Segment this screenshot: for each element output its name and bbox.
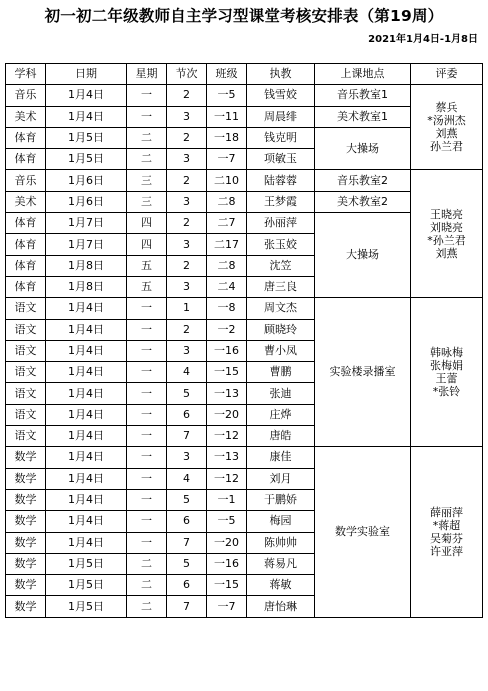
class-cell: 二7 (207, 213, 247, 234)
date-cell: 1月8日 (46, 255, 127, 276)
subject-cell: 美术 (6, 191, 46, 212)
period-cell: 3 (167, 447, 207, 468)
class-cell: 一7 (207, 149, 247, 170)
date-cell: 1月5日 (46, 127, 127, 148)
teacher-cell: 孙丽萍 (247, 213, 315, 234)
teacher-cell: 唐三良 (247, 276, 315, 297)
class-cell: 一5 (207, 85, 247, 106)
period-cell: 5 (167, 553, 207, 574)
weekday-cell: 一 (127, 489, 167, 510)
location-cell: 数学实验室 (315, 447, 411, 617)
weekday-cell: 二 (127, 575, 167, 596)
class-cell: 二8 (207, 191, 247, 212)
period-cell: 6 (167, 511, 207, 532)
subject-cell: 音乐 (6, 85, 46, 106)
schedule-table (5, 63, 483, 618)
date-range: 2021年1月4日-1月8日 (368, 34, 478, 45)
class-cell: 一13 (207, 447, 247, 468)
subject-cell: 数学 (6, 447, 46, 468)
subject-cell: 体育 (6, 276, 46, 297)
subject-cell: 语文 (6, 383, 46, 404)
teacher-cell: 唐皓 (247, 426, 315, 447)
class-cell: 一16 (207, 340, 247, 361)
period-cell: 3 (167, 106, 207, 127)
header-cell: 日期 (46, 64, 127, 85)
class-cell: 一12 (207, 468, 247, 489)
weekday-cell: 二 (127, 596, 167, 617)
class-cell: 一13 (207, 383, 247, 404)
period-cell: 2 (167, 127, 207, 148)
date-cell: 1月4日 (46, 532, 127, 553)
weekday-cell: 一 (127, 447, 167, 468)
weekday-cell: 一 (127, 298, 167, 319)
class-cell: 一16 (207, 553, 247, 574)
teacher-cell: 张玉姣 (247, 234, 315, 255)
class-cell: 一20 (207, 532, 247, 553)
header-cell: 班级 (207, 64, 247, 85)
weekday-cell: 一 (127, 340, 167, 361)
subject-cell: 语文 (6, 319, 46, 340)
date-cell: 1月5日 (46, 149, 127, 170)
weekday-cell: 一 (127, 532, 167, 553)
header-cell: 星期 (127, 64, 167, 85)
class-cell: 一20 (207, 404, 247, 425)
date-cell: 1月7日 (46, 213, 127, 234)
teacher-cell: 于鹏娇 (247, 489, 315, 510)
period-cell: 4 (167, 468, 207, 489)
teacher-cell: 钱雪姣 (247, 85, 315, 106)
date-cell: 1月4日 (46, 404, 127, 425)
header-cell: 执教 (247, 64, 315, 85)
period-cell: 3 (167, 340, 207, 361)
teacher-cell: 蒋易凡 (247, 553, 315, 574)
location-cell: 大操场 (315, 127, 411, 170)
date-cell: 1月4日 (46, 468, 127, 489)
subject-cell: 语文 (6, 298, 46, 319)
table-body (6, 85, 483, 617)
period-cell: 3 (167, 276, 207, 297)
date-cell: 1月5日 (46, 575, 127, 596)
header-cell: 节次 (167, 64, 207, 85)
date-cell: 1月4日 (46, 85, 127, 106)
weekday-cell: 一 (127, 511, 167, 532)
teacher-cell: 张迪 (247, 383, 315, 404)
period-cell: 2 (167, 213, 207, 234)
date-cell: 1月4日 (46, 340, 127, 361)
judges-cell: 薛丽萍 *蒋超 吴菊芬 许亚萍 (411, 447, 483, 617)
period-cell: 5 (167, 489, 207, 510)
teacher-cell: 唐怡琳 (247, 596, 315, 617)
period-cell: 7 (167, 596, 207, 617)
teacher-cell: 陆蓉蓉 (247, 170, 315, 191)
class-cell: 一12 (207, 426, 247, 447)
class-cell: 一2 (207, 319, 247, 340)
subject-cell: 体育 (6, 213, 46, 234)
location-cell: 大操场 (315, 213, 411, 298)
class-cell: 一18 (207, 127, 247, 148)
period-cell: 2 (167, 255, 207, 276)
weekday-cell: 五 (127, 276, 167, 297)
weekday-cell: 一 (127, 404, 167, 425)
date-cell: 1月4日 (46, 383, 127, 404)
weekday-cell: 四 (127, 213, 167, 234)
date-cell: 1月8日 (46, 276, 127, 297)
date-cell: 1月4日 (46, 511, 127, 532)
header-cell: 上课地点 (315, 64, 411, 85)
judges-cell: 王晓亮 刘晓亮 *孙兰君 刘燕 (411, 170, 483, 298)
date-cell: 1月6日 (46, 170, 127, 191)
date-cell: 1月7日 (46, 234, 127, 255)
location-cell: 音乐教室2 (315, 170, 411, 191)
class-cell: 一11 (207, 106, 247, 127)
subject-cell: 体育 (6, 149, 46, 170)
class-cell: 一1 (207, 489, 247, 510)
period-cell: 3 (167, 149, 207, 170)
teacher-cell: 周晨绯 (247, 106, 315, 127)
weekday-cell: 五 (127, 255, 167, 276)
location-cell: 音乐教室1 (315, 85, 411, 106)
location-cell: 美术教室2 (315, 191, 411, 212)
judges-cell: 韩咏梅 张梅娟 王蕾 *张铃 (411, 298, 483, 447)
teacher-cell: 钱克明 (247, 127, 315, 148)
subject-cell: 数学 (6, 468, 46, 489)
period-cell: 7 (167, 532, 207, 553)
subject-cell: 数学 (6, 532, 46, 553)
location-cell: 实验楼录播室 (315, 298, 411, 447)
weekday-cell: 一 (127, 383, 167, 404)
subject-cell: 语文 (6, 404, 46, 425)
period-cell: 3 (167, 234, 207, 255)
teacher-cell: 曹小凤 (247, 340, 315, 361)
teacher-cell: 蒋敏 (247, 575, 315, 596)
date-cell: 1月4日 (46, 106, 127, 127)
subject-cell: 语文 (6, 340, 46, 361)
date-cell: 1月4日 (46, 489, 127, 510)
subject-cell: 数学 (6, 575, 46, 596)
subject-cell: 体育 (6, 255, 46, 276)
subject-cell: 数学 (6, 553, 46, 574)
location-cell: 美术教室1 (315, 106, 411, 127)
date-cell: 1月4日 (46, 362, 127, 383)
teacher-cell: 项敏玉 (247, 149, 315, 170)
table-row (6, 85, 483, 106)
weekday-cell: 二 (127, 149, 167, 170)
class-cell: 二10 (207, 170, 247, 191)
weekday-cell: 三 (127, 170, 167, 191)
subject-cell: 体育 (6, 127, 46, 148)
period-cell: 6 (167, 575, 207, 596)
teacher-cell: 沈笠 (247, 255, 315, 276)
teacher-cell: 梅园 (247, 511, 315, 532)
weekday-cell: 三 (127, 191, 167, 212)
teacher-cell: 顾晓玲 (247, 319, 315, 340)
class-cell: 一15 (207, 575, 247, 596)
class-cell: 一5 (207, 511, 247, 532)
weekday-cell: 二 (127, 127, 167, 148)
teacher-cell: 康佳 (247, 447, 315, 468)
weekday-cell: 一 (127, 106, 167, 127)
weekday-cell: 一 (127, 468, 167, 489)
class-cell: 一8 (207, 298, 247, 319)
teacher-cell: 王梦霞 (247, 191, 315, 212)
date-cell: 1月4日 (46, 298, 127, 319)
subject-cell: 语文 (6, 362, 46, 383)
judges-cell: 蔡兵 *汤洲杰 刘燕 孙兰君 (411, 85, 483, 170)
class-cell: 一7 (207, 596, 247, 617)
teacher-cell: 周文杰 (247, 298, 315, 319)
subject-cell: 数学 (6, 489, 46, 510)
subject-cell: 体育 (6, 234, 46, 255)
weekday-cell: 一 (127, 426, 167, 447)
date-cell: 1月4日 (46, 447, 127, 468)
teacher-cell: 刘月 (247, 468, 315, 489)
weekday-cell: 一 (127, 362, 167, 383)
period-cell: 4 (167, 362, 207, 383)
period-cell: 5 (167, 383, 207, 404)
header-cell: 评委 (411, 64, 483, 85)
table-row (6, 298, 483, 319)
header-row (6, 64, 483, 85)
subject-cell: 语文 (6, 426, 46, 447)
period-cell: 7 (167, 426, 207, 447)
subject-cell: 音乐 (6, 170, 46, 191)
header-cell: 学科 (6, 64, 46, 85)
date-cell: 1月6日 (46, 191, 127, 212)
class-cell: 一15 (207, 362, 247, 383)
weekday-cell: 二 (127, 553, 167, 574)
date-cell: 1月4日 (46, 319, 127, 340)
subject-cell: 美术 (6, 106, 46, 127)
weekday-cell: 一 (127, 319, 167, 340)
teacher-cell: 曹鹏 (247, 362, 315, 383)
page-title: 初一初二年级教师自主学习型课堂考核安排表（第19周） (44, 7, 444, 25)
date-cell: 1月5日 (46, 596, 127, 617)
period-cell: 6 (167, 404, 207, 425)
period-cell: 3 (167, 191, 207, 212)
class-cell: 二4 (207, 276, 247, 297)
weekday-cell: 一 (127, 85, 167, 106)
period-cell: 2 (167, 170, 207, 191)
date-cell: 1月5日 (46, 553, 127, 574)
date-cell: 1月4日 (46, 426, 127, 447)
table-row (6, 170, 483, 191)
class-cell: 二8 (207, 255, 247, 276)
period-cell: 1 (167, 298, 207, 319)
teacher-cell: 陈帅帅 (247, 532, 315, 553)
teacher-cell: 庄烨 (247, 404, 315, 425)
subject-cell: 数学 (6, 511, 46, 532)
table-row (6, 447, 483, 468)
period-cell: 2 (167, 319, 207, 340)
period-cell: 2 (167, 85, 207, 106)
class-cell: 二17 (207, 234, 247, 255)
subject-cell: 数学 (6, 596, 46, 617)
weekday-cell: 四 (127, 234, 167, 255)
